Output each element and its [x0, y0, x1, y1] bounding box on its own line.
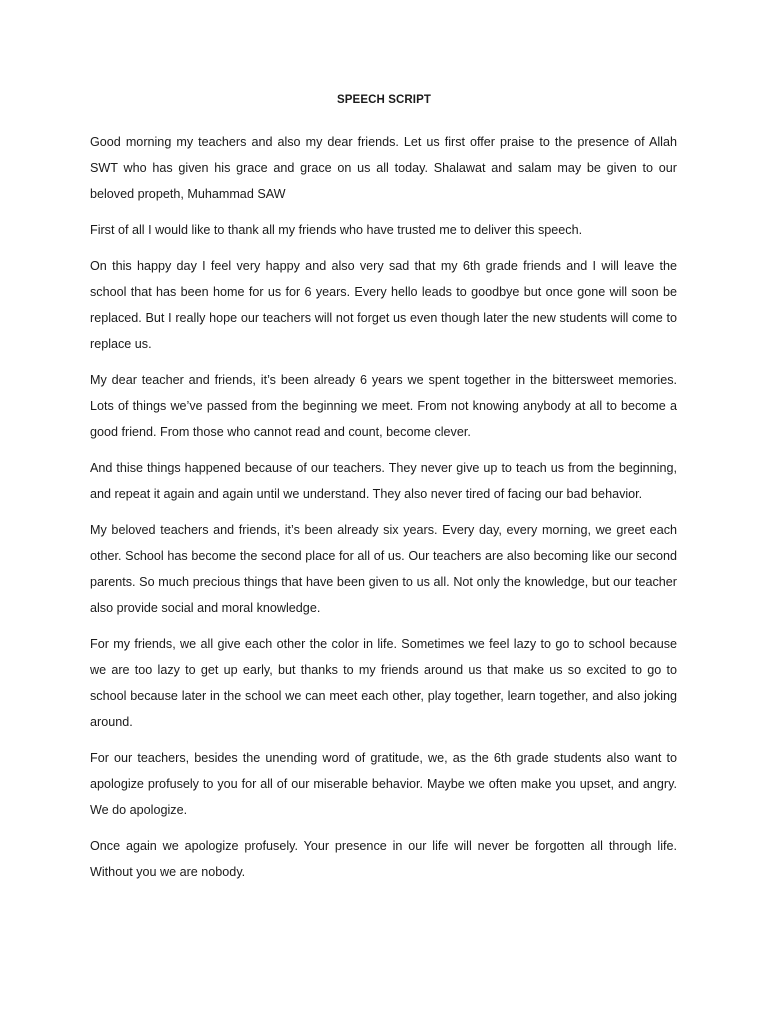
page-title: SPEECH SCRIPT — [337, 94, 431, 106]
speech-body — [90, 129, 677, 895]
paragraph-closing: Once again we apologize profusely. Your presence in our life will never be forgotten all through life. Without you we are nobody. — [90, 839, 677, 879]
paragraph-friends: For my friends, we all give each other the color in life. Sometimes we feel lazy to go to school because we are too lazy to get up early, but thanks to my friends around us that make us so excited to go to school because later in the school we can meet each other, play together, learn together, and also joking around. — [90, 637, 677, 729]
paragraph-six-years: My beloved teachers and friends, it’s been already six years. Every day, every morning, we greet each other. School has become the second place for all of us. Our teachers are also becoming like our second parents. So much precious things that have been given to us all. Not only the knowledge, but our teacher also provide social and moral knowledge. — [90, 523, 677, 615]
paragraph-teachers-effort: And thise things happened because of our teachers. They never give up to teach us from the beginning, and repeat it again and again until we understand. They also never tired of facing our bad behavior. — [90, 461, 677, 501]
paragraph-memories: My dear teacher and friends, it’s been already 6 years we spent together in the bittersweet memories. Lots of things we’ve passed from the beginning we meet. From not knowing anybody at all to become a good friend. From those who cannot read and count, become clever. — [90, 373, 677, 439]
paragraph-thanks: First of all I would like to thank all my friends who have trusted me to deliver this speech. — [90, 223, 583, 237]
paragraph-greeting: Good morning my teachers and also my dear friends. Let us first offer praise to the presence of Allah SWT who has given his grace and grace on us all today. Shalawat and salam may be given to our beloved propeth, Muhammad SAW — [90, 135, 677, 201]
paragraph-apology: For our teachers, besides the unending word of gratitude, we, as the 6th grade students also want to apologize profusely to you for all of our miserable behavior. Maybe we often make you upset, and angry. We do apologize. — [90, 751, 677, 817]
paragraph-happy-day: On this happy day I feel very happy and also very sad that my 6th grade friends and I will leave the school that has been home for us for 6 years. Every hello leads to goodbye but once gone will soon be replaced. But I really hope our teachers will not forget us even though later the new students will come to replace us. — [90, 259, 677, 351]
